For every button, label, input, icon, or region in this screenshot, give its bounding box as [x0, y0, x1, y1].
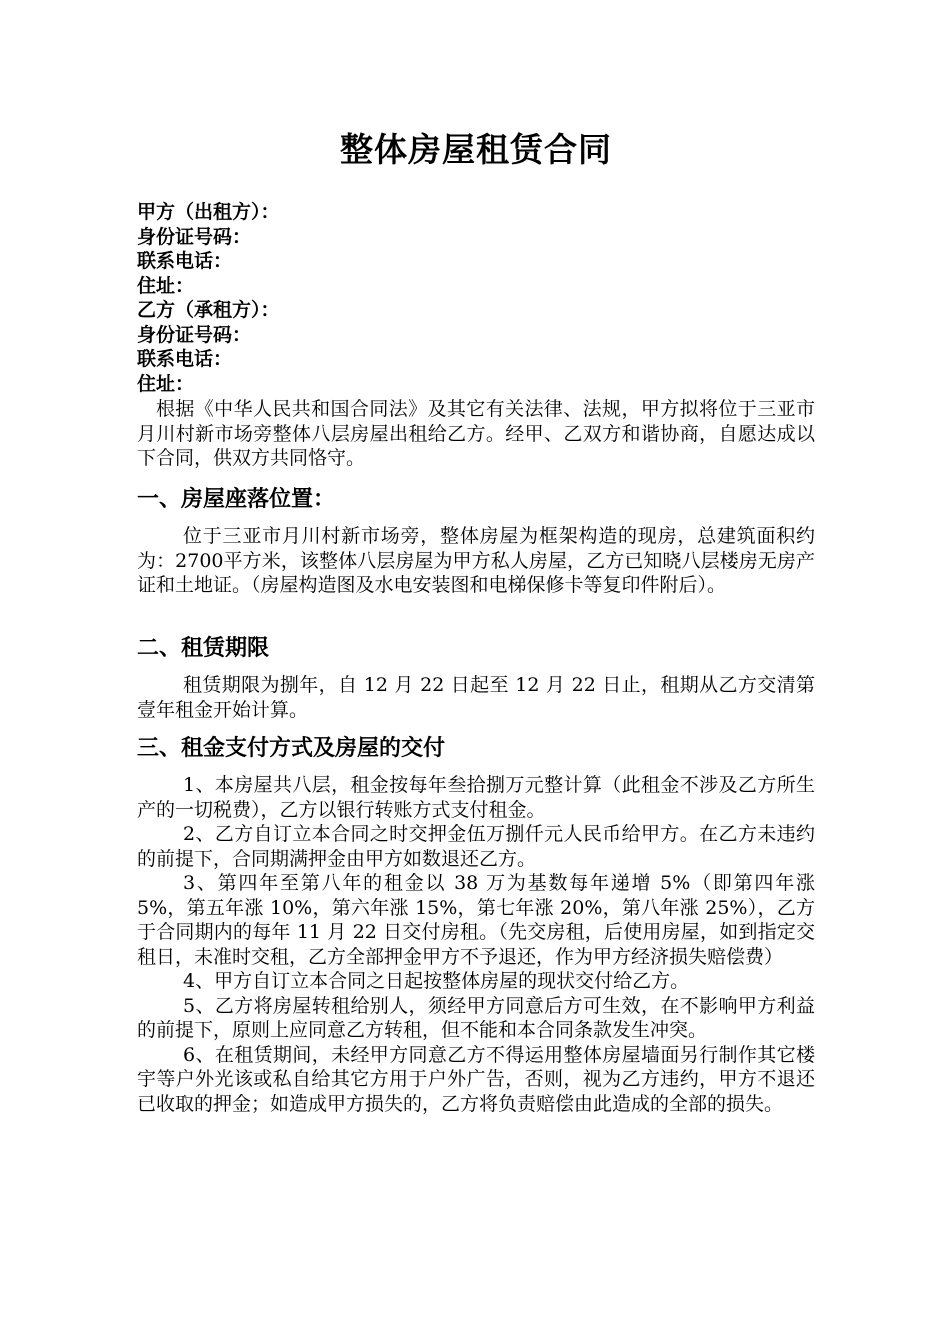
section-paragraph: 租赁期限为捌年，自 12 月 22 日起至 12 月 22 日止，租期从乙方交清第壹年租金开始计算。: [137, 674, 815, 721]
section-payment-body: [137, 773, 815, 1116]
party-a-phone-label: 联系电话：: [137, 250, 233, 272]
clause-5: 5、乙方将房屋转租给别人，须经甲方同意后方可生效，在不影响甲方利益的前提下，原则上应同意乙方转租，但不能和本合同条款发生冲突。: [137, 994, 815, 1041]
section-heading: 三、租金支付方式及房屋的交付: [137, 735, 446, 761]
section-heading: 二、租赁期限: [137, 635, 270, 661]
section-heading: 一、房屋座落位置：: [137, 486, 336, 512]
clause-1: 1、本房屋共八层，租金按每年叁拾捌万元整计算（此租金不涉及乙方所生产的一切税费），乙方以银行转账方式支付租金。: [137, 774, 815, 821]
section-payment: [137, 733, 815, 763]
party-a-address-label: 住址：: [137, 274, 195, 297]
party-b-phone-label: 联系电话：: [137, 348, 233, 370]
party-info: [137, 200, 815, 396]
party-b-address-label: 住址：: [137, 372, 195, 395]
section-paragraph: 位于三亚市月川村新市场旁，整体房屋为框架构造的现房，总建筑面积约为：2700平方米，该整体八层房屋为甲方私人房屋，乙方已知晓八层楼房无房产证和土地证。（房屋构造图及水电安装图和电梯保修卡等复印件附后）。: [137, 525, 815, 596]
clause-6: 6、在租赁期间，未经甲方同意乙方不得运用整体房屋墙面另行制作其它楼宇等户外光该或私自给其它方用于户外广告，否则，视为乙方违约，甲方不退还已收取的押金；如造成甲方损失的，乙方将负责赔偿由此造成的全部的损失。: [137, 1043, 815, 1115]
clause-4: 4、甲方自订立本合同之日起按整体房屋的现状交付给乙方。: [183, 970, 690, 992]
section-location: [137, 484, 815, 514]
preamble-paragraph: 根据《中华人民共和国合同法》及其它有关法律、法规，甲方拟将位于三亚市月川村新市场旁整体八层房屋出租给乙方。经甲、乙双方和谐协商，自愿达成以下合同，供双方共同恪守。: [137, 398, 815, 469]
party-b-id-label: 身份证号码：: [137, 323, 252, 346]
preamble-block: [137, 397, 815, 471]
clause-3: 3、第四年至第八年的租金以 38 万为基数每年递增 5%（即第四年涨 5%，第五年涨 10%，第六年涨 15%，第七年涨 20%，第八年涨 25%），乙方于合同期内的每年 11 月 22 日交付房租。（先交房租，后使用房屋，如到指定交租日，未准时交租，乙方全部押金甲方不予退还，作为甲方经济损失赔偿费）: [137, 872, 815, 968]
party-a-id-label: 身份证号码：: [137, 225, 252, 248]
section-location-body: [137, 524, 815, 598]
document-title: 整体房屋租赁合同: [340, 130, 612, 169]
clause-2: 2、乙方自订立本合同之时交押金伍万捌仟元人民币给甲方。在乙方未违约的前提下，合同期满押金由甲方如数退还乙方。: [137, 823, 815, 870]
section-term: [137, 633, 815, 663]
party-a-label: 甲方（出租方）：: [137, 201, 280, 223]
section-term-body: [137, 673, 815, 722]
party-b-label: 乙方（承租方）：: [137, 299, 280, 321]
